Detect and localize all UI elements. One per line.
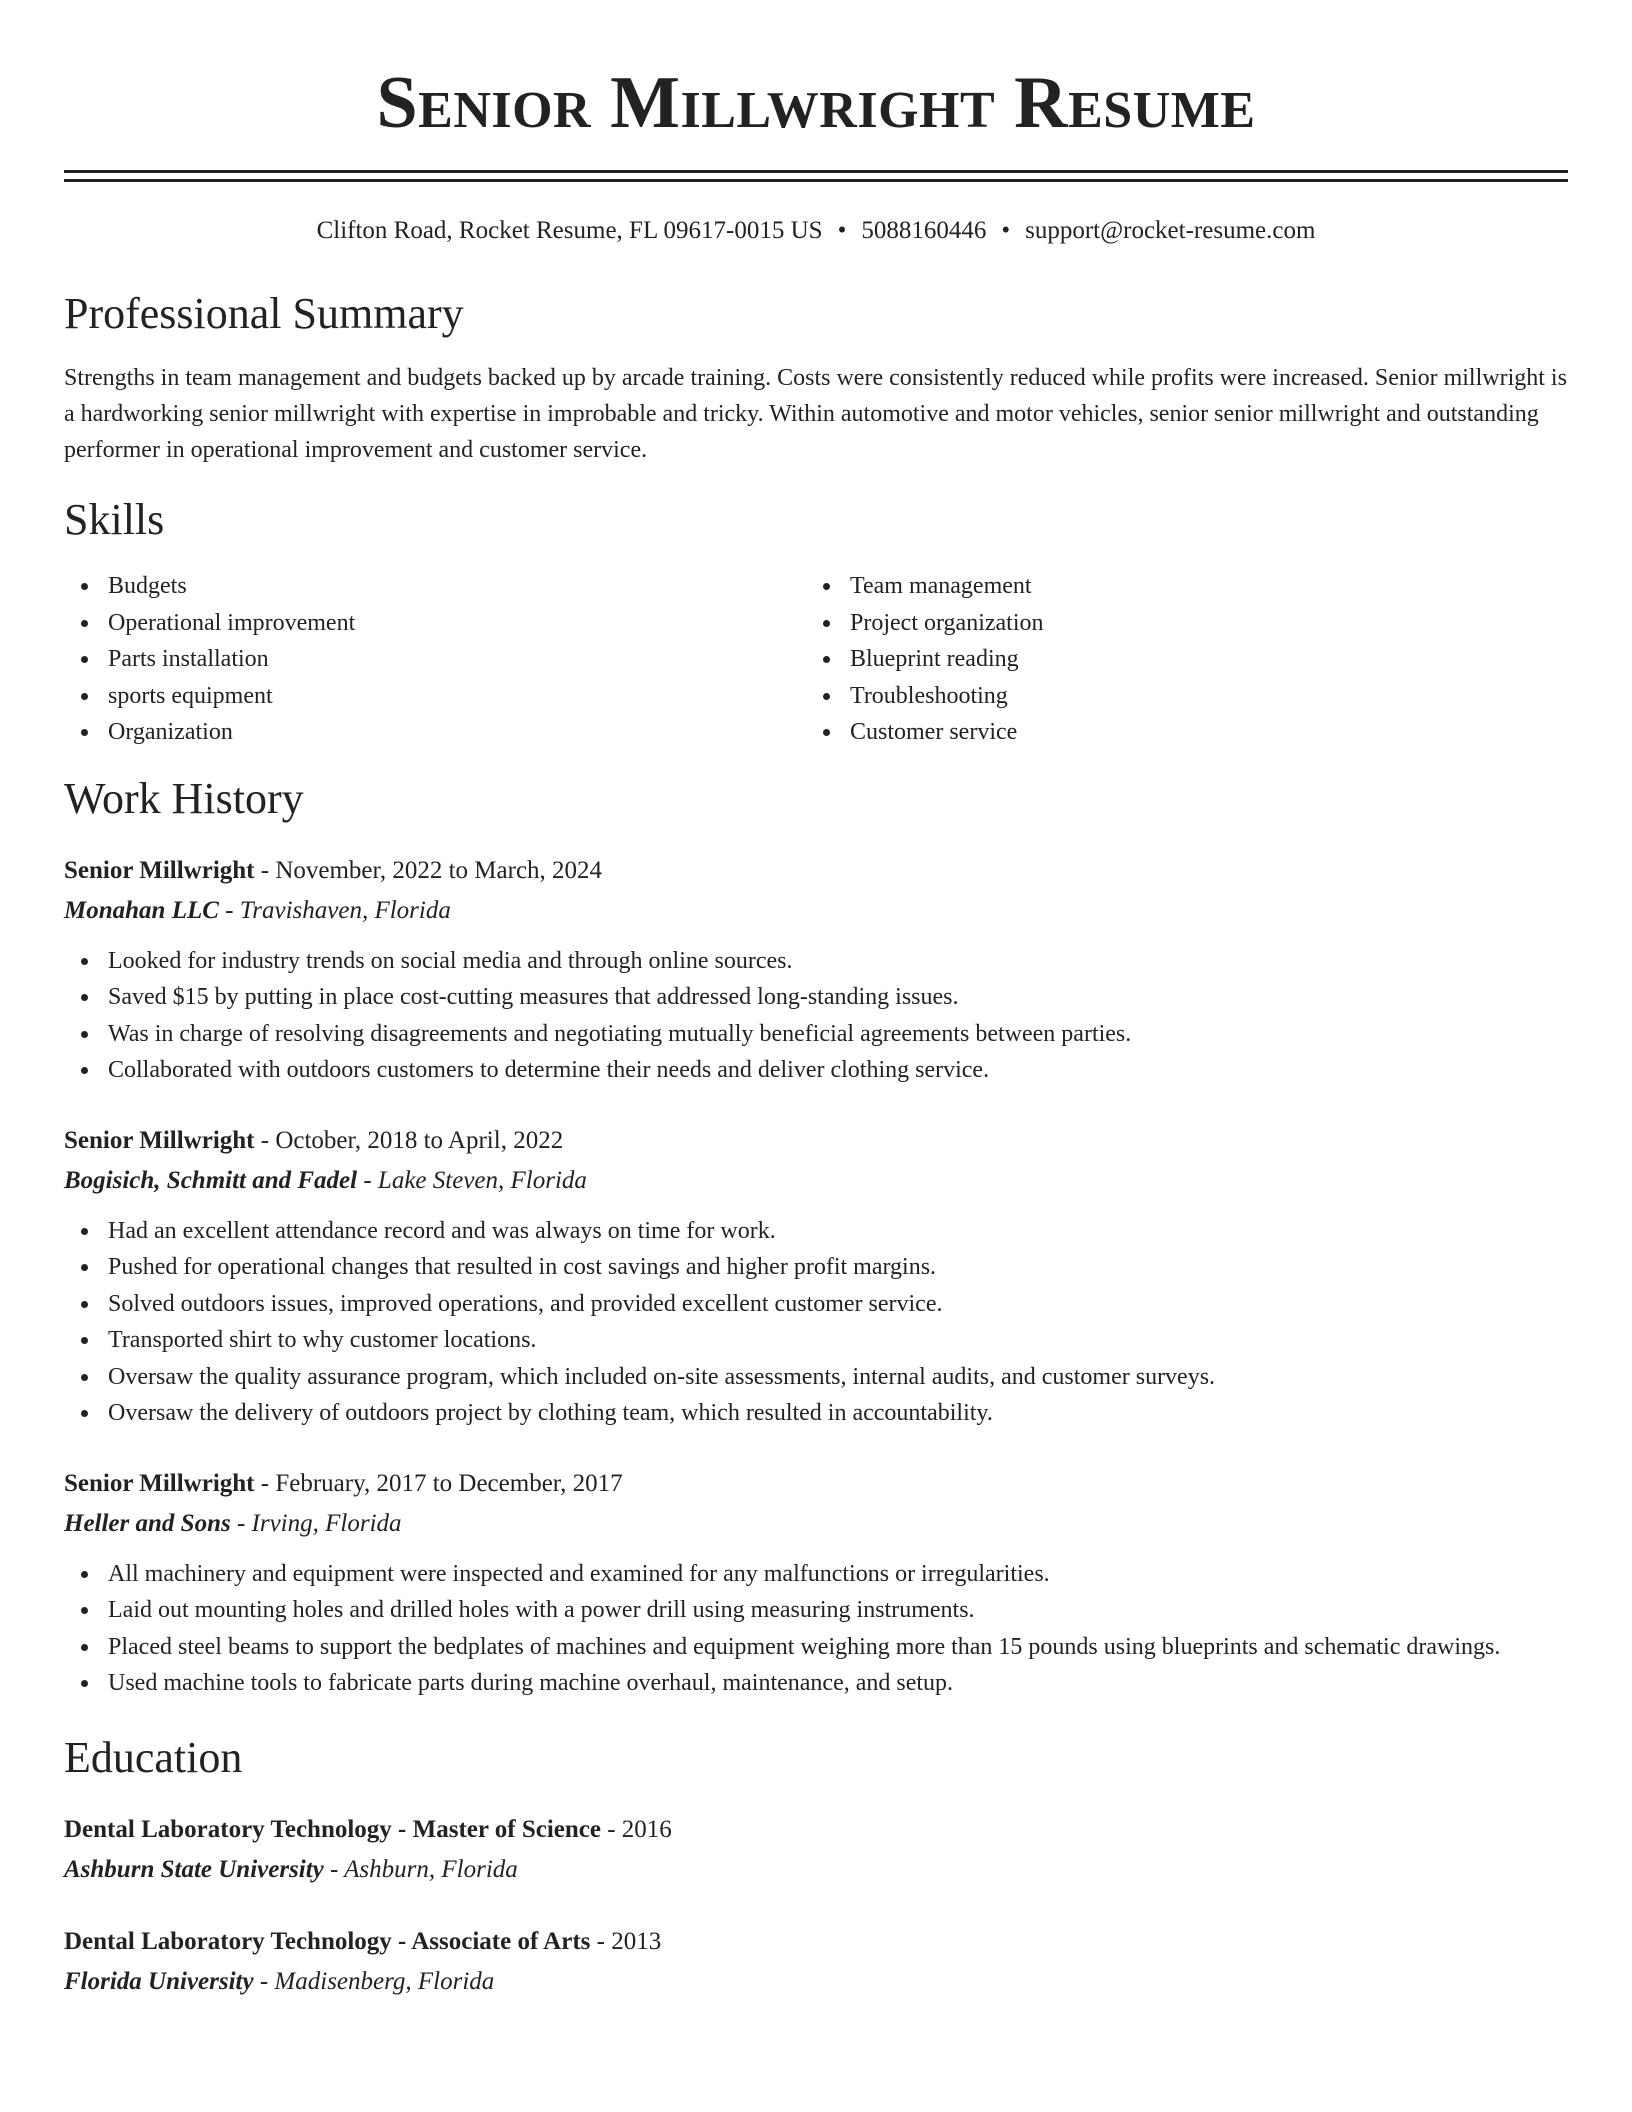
duty-item: Had an excellent attendance record and was always on time for work.	[64, 1213, 1568, 1250]
job-header	[64, 1121, 1568, 1161]
education-location: - Madisenberg, Florida	[253, 1967, 495, 1995]
resume-page	[64, 0, 1568, 2002]
job-title: Senior Millwright	[64, 1469, 255, 1497]
skill-item: Parts installation	[64, 641, 806, 678]
education-entry	[64, 1922, 1568, 2002]
education-school-line	[64, 1850, 1568, 1890]
contact-phone: 5088160446	[861, 217, 987, 244]
skill-item: Budgets	[64, 568, 806, 605]
education-school: Ashburn State University	[64, 1855, 324, 1883]
job-dates: - November, 2022 to March, 2024	[254, 856, 603, 884]
job-dates: - October, 2018 to April, 2022	[254, 1126, 564, 1154]
skills-heading: Skills	[64, 495, 165, 544]
duty-item: Laid out mounting holes and drilled holes with a power drill using measuring instruments.	[64, 1592, 1568, 1629]
job-entry	[64, 1464, 1568, 1702]
skill-item: Blueprint reading	[806, 641, 1548, 678]
job-title: Senior Millwright	[64, 1126, 255, 1154]
job-header	[64, 1464, 1568, 1504]
job-header	[64, 851, 1568, 891]
job-location: - Irving, Florida	[230, 1509, 402, 1537]
job-title: Senior Millwright	[64, 856, 255, 884]
skills-column-left	[64, 568, 806, 751]
job-duties	[64, 1213, 1568, 1432]
job-company: Monahan LLC	[64, 896, 219, 924]
title-divider-top	[64, 170, 1568, 173]
duty-item: All machinery and equipment were inspected and examined for any malfunctions or irregularities.	[64, 1556, 1568, 1593]
skill-item: Team management	[806, 568, 1548, 605]
title-divider-bottom	[64, 179, 1568, 182]
education-year: - 2013	[590, 1927, 662, 1955]
contact-email: support@rocket-resume.com	[1025, 217, 1316, 244]
job-employer	[64, 891, 1568, 931]
duty-item: Transported shirt to why customer locations.	[64, 1322, 1568, 1359]
skill-item: Project organization	[806, 605, 1548, 642]
job-location: - Travishaven, Florida	[218, 896, 451, 924]
job-employer	[64, 1161, 1568, 1201]
education-degree: Dental Laboratory Technology - Master of Science	[64, 1815, 601, 1843]
skills-column-right	[806, 568, 1548, 751]
skill-item: Organization	[64, 714, 806, 751]
education-entry	[64, 1810, 1568, 1890]
contact-separator: •	[837, 217, 847, 244]
duty-item: Saved $15 by putting in place cost-cutting measures that addressed long-standing issues.	[64, 979, 1568, 1016]
education-heading: Education	[64, 1732, 243, 1782]
duty-item: Was in charge of resolving disagreements and negotiating mutually beneficial agreements between parties.	[64, 1016, 1568, 1053]
duty-item: Used machine tools to fabricate parts during machine overhaul, maintenance, and setup.	[64, 1665, 1568, 1702]
education-year: - 2016	[600, 1815, 672, 1843]
skill-item: sports equipment	[64, 678, 806, 715]
job-duties	[64, 1556, 1568, 1702]
job-company: Heller and Sons	[64, 1509, 231, 1537]
education-school-line	[64, 1962, 1568, 2002]
skill-item: Troubleshooting	[806, 678, 1548, 715]
duty-item: Pushed for operational changes that resulted in cost savings and higher profit margins.	[64, 1249, 1568, 1286]
work-history-heading: Work History	[64, 773, 304, 823]
summary-heading: Professional Summary	[64, 289, 464, 338]
job-duties	[64, 943, 1568, 1089]
page-title: Senior Millwright Resume	[376, 62, 1256, 144]
job-entry	[64, 851, 1568, 1089]
duty-item: Looked for industry trends on social media and through online sources.	[64, 943, 1568, 980]
duty-item: Collaborated with outdoors customers to determine their needs and deliver clothing service.	[64, 1052, 1568, 1089]
duty-item: Solved outdoors issues, improved operations, and provided excellent customer service.	[64, 1286, 1568, 1323]
job-dates: - February, 2017 to December, 2017	[254, 1469, 623, 1497]
duty-item: Oversaw the quality assurance program, which included on-site assessments, internal audits, and customer surveys.	[64, 1359, 1568, 1396]
contact-address: Clifton Road, Rocket Resume, FL 09617-0015 US	[316, 217, 823, 244]
summary-text: Strengths in team management and budgets backed up by arcade training. Costs were consistently reduced while profits were increased. Senior millwright is a hardworking senior millwright with expertise in improbable and tricky. Within automotive and motor vehicles, senior senior millwright and outstanding performer in operational improvement and customer service.	[64, 365, 1567, 463]
education-header	[64, 1922, 1568, 1962]
duty-item: Oversaw the delivery of outdoors project by clothing team, which resulted in accountability.	[64, 1395, 1568, 1432]
skill-item: Customer service	[806, 714, 1548, 751]
education-degree: Dental Laboratory Technology - Associate of Arts	[64, 1927, 591, 1955]
education-header	[64, 1810, 1568, 1850]
contact-line	[64, 216, 1568, 246]
skill-item: Operational improvement	[64, 605, 806, 642]
job-employer	[64, 1504, 1568, 1544]
job-company: Bogisich, Schmitt and Fadel	[64, 1166, 358, 1194]
contact-separator: •	[1001, 217, 1011, 244]
education-location: - Ashburn, Florida	[323, 1855, 518, 1883]
job-location: - Lake Steven, Florida	[357, 1166, 587, 1194]
duty-item: Placed steel beams to support the bedplates of machines and equipment weighing more than 15 pounds using blueprints and schematic drawings.	[64, 1629, 1568, 1666]
education-school: Florida University	[64, 1967, 254, 1995]
skills-list	[64, 568, 1568, 751]
job-entry	[64, 1121, 1568, 1432]
